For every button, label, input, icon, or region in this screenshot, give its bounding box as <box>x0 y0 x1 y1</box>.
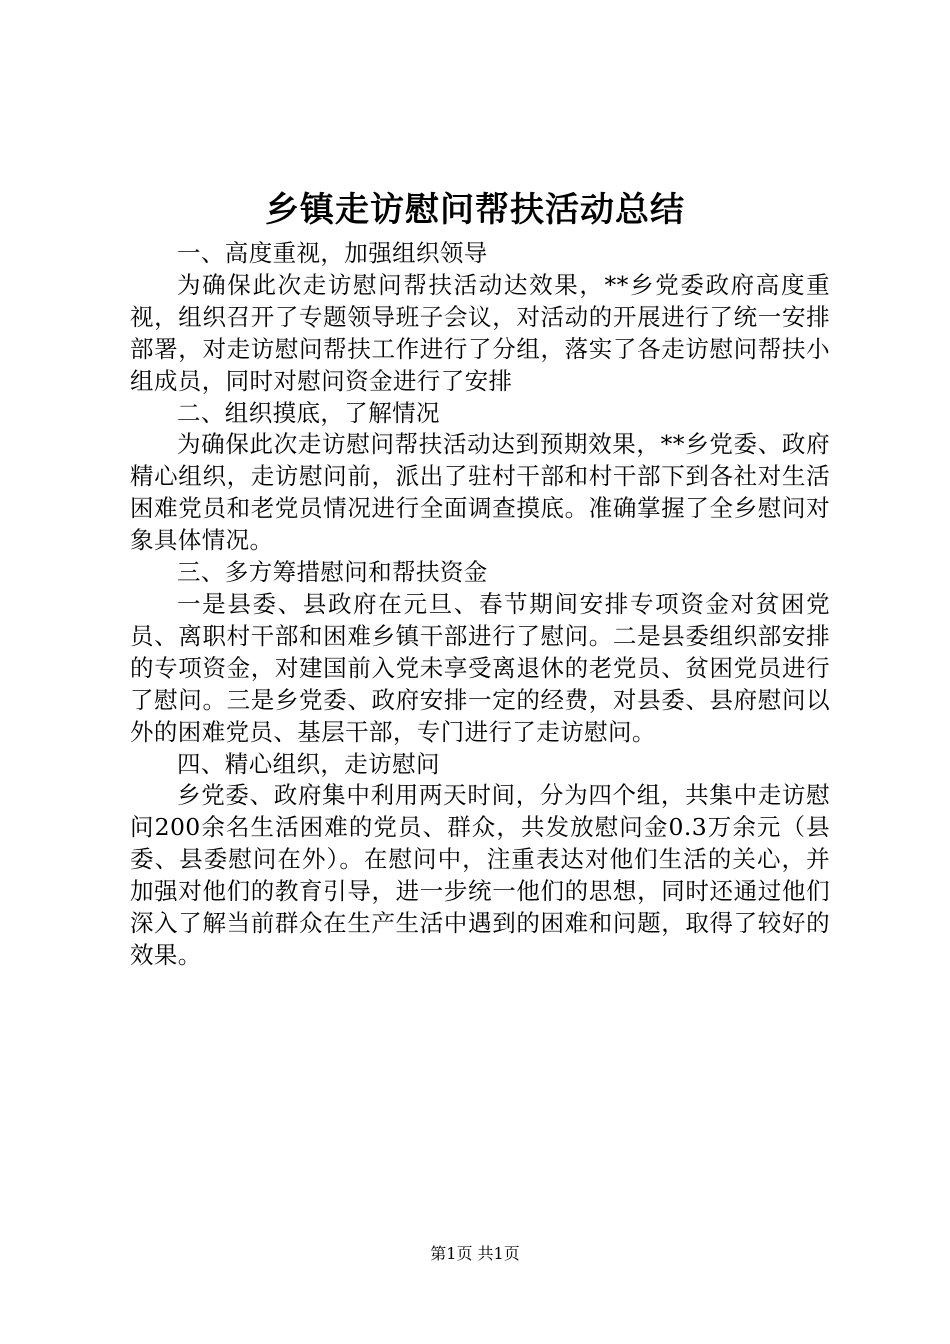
document-title: 乡镇走访慰问帮扶活动总结 <box>265 190 685 230</box>
section-heading-1: 一、高度重视，加强组织领导 <box>177 239 488 267</box>
section-paragraph-3: 一是县委、县政府在元旦、春节期间安排专项资金对贫困党员、离职村干部和困难乡镇干部进行了慰问。二是县委组织部安排的专项资金，对建国前入党未享受离退休的老党员、贫困党员进行了慰问。三是乡党委、政府安排一定的经费，对县委、县府慰问以外的困难党员、基层干部，专门进行了走访慰问。 <box>130 589 830 746</box>
document-body <box>130 238 830 972</box>
section-paragraph-4: 乡党委、政府集中利用两天时间，分为四个组，共集中走访慰问200余名生活困难的党员、群众，共发放慰问金0.3万余元（县委、县委慰问在外）。在慰问中，注重表达对他们生活的关心，并加强对他们的教育引导，进一步统一他们的思想，同时还通过他们深入了解当前群众在生产生活中遇到的困难和问题，取得了较好的效果。 <box>130 781 830 969</box>
section-heading-3: 三、多方筹措慰问和帮扶资金 <box>177 558 488 587</box>
section-heading-2: 二、组织摸底，了解情况 <box>177 398 440 427</box>
page-footer: 第1页 共1页 <box>430 1244 520 1263</box>
section-heading-4: 四、精心组织，走访慰问 <box>177 749 440 778</box>
section-paragraph-1: 为确保此次走访慰问帮扶活动达效果，**乡党委政府高度重视，组织召开了专题领导班子会议，对活动的开展进行了统一安排部署，对走访慰问帮扶工作进行了分组，落实了各走访慰问帮扶小组成员，同时对慰问资金进行了安排 <box>130 270 830 395</box>
section-paragraph-2: 为确保此次走访慰问帮扶活动达到预期效果，**乡党委、政府精心组织，走访慰问前，派出了驻村干部和村干部下到各社对生活困难党员和老党员情况进行全面调查摸底。准确掌握了全乡慰问对象具体情况。 <box>130 430 830 555</box>
